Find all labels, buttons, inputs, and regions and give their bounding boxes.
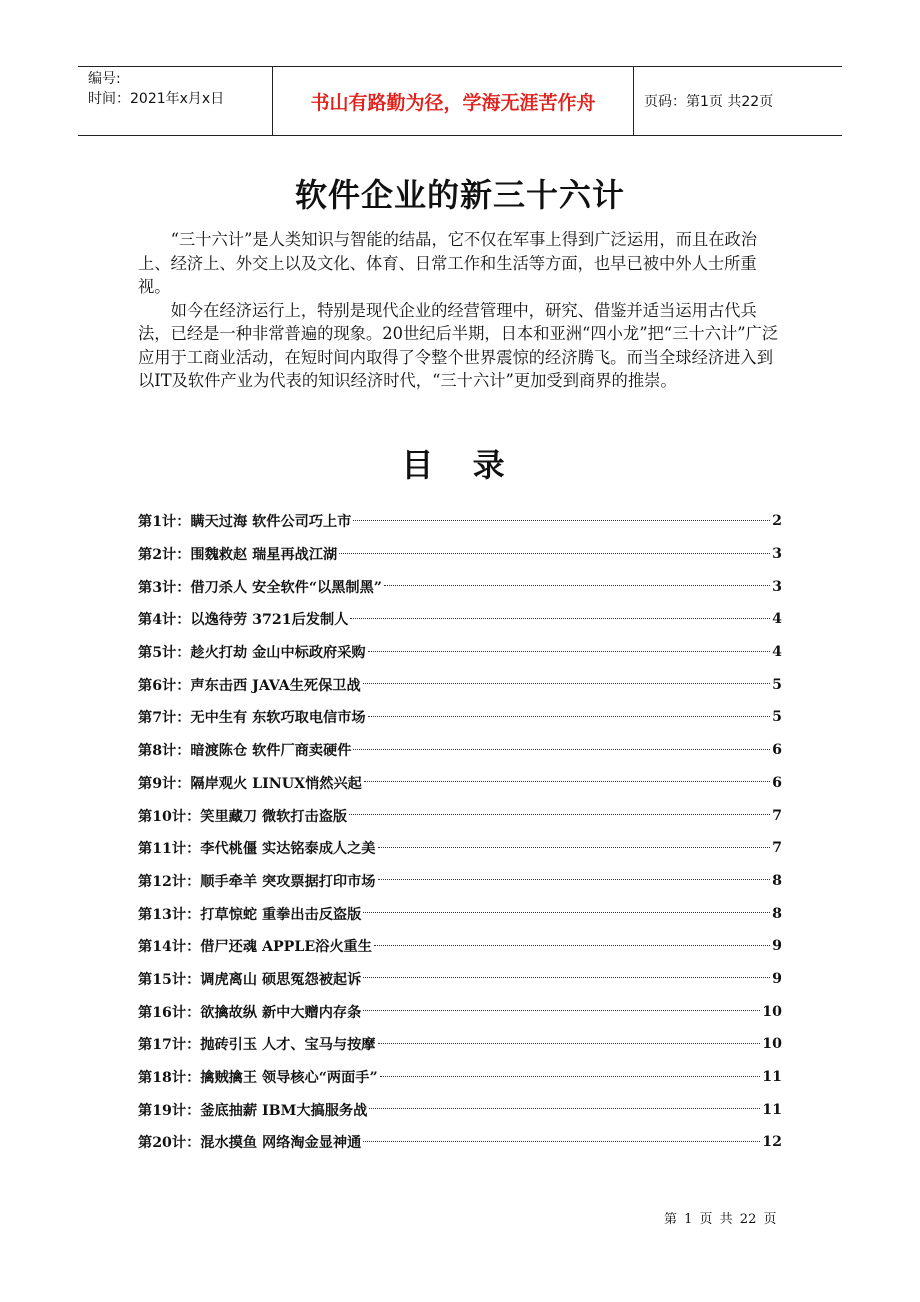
header-motto: 书山有路勤为径，学海无涯苦作舟 <box>272 67 634 135</box>
toc-dot-leader <box>363 1141 760 1142</box>
toc-entry[interactable] <box>138 799 782 832</box>
header-page-label: 页码：第1页 共22页 <box>644 94 774 110</box>
toc-entry-page: 11 <box>762 1069 782 1086</box>
toc-entry-page: 8 <box>772 905 782 922</box>
toc-entry-label: 第11计：李代桃僵 实达铭泰成人之美 <box>138 841 376 858</box>
toc-dot-leader <box>339 553 770 554</box>
toc-dot-leader <box>353 749 770 750</box>
toc-dot-leader <box>378 1043 761 1044</box>
toc-entry-page: 11 <box>762 1101 782 1118</box>
toc-entry-label: 第12计：顺手牵羊 突攻票据打印市场 <box>138 873 376 890</box>
toc-entry[interactable] <box>138 505 782 538</box>
toc-entry-page: 10 <box>762 1003 782 1020</box>
toc-entry-page: 5 <box>772 709 782 726</box>
toc-entry[interactable] <box>138 1126 782 1159</box>
toc-entry-page: 6 <box>772 774 782 791</box>
toc-entry-page: 12 <box>762 1134 782 1151</box>
header-meta <box>78 67 272 135</box>
toc-entry-label: 第8计：暗渡陈仓 软件厂商卖硬件 <box>138 743 352 760</box>
toc-entry-label: 第6计：声东击西 JAVA生死保卫战 <box>138 677 361 694</box>
toc-entry-page: 2 <box>772 513 782 530</box>
page-footer: 第 1 页 共 22 页 <box>664 1212 777 1227</box>
toc-dot-leader <box>363 912 770 913</box>
toc-entry[interactable] <box>138 897 782 930</box>
toc-dot-leader <box>380 1076 761 1077</box>
toc-dot-leader <box>368 716 771 717</box>
toc-entry-label: 第20计：混水摸鱼 网络淘金显神通 <box>138 1135 362 1152</box>
toc-entry[interactable] <box>138 1061 782 1094</box>
toc-entry-label: 第16计：欲擒故纵 新中大赠内存条 <box>138 1004 362 1021</box>
number-label: 编号: <box>88 71 121 87</box>
toc-entry-label: 第7计：无中生有 东软巧取电信市场 <box>138 710 366 727</box>
toc-dot-leader <box>350 618 770 619</box>
intro-paragraph-1: “三十六计”是人类知识与智能的结晶，它不仅在军事上得到广泛运用，而且在政治上、经济上、外交上以及文化、体育、日常工作和生活等方面，也早已被中外人士所重视。 <box>138 230 758 296</box>
document-title: 软件企业的新三十六计 <box>294 176 625 214</box>
toc-entry-page: 9 <box>772 970 782 987</box>
toc-entry-label: 第17计：抛砖引玉 人才、宝马与按摩 <box>138 1037 376 1054</box>
toc-entry-page: 4 <box>772 644 782 661</box>
toc-entry-page: 4 <box>772 611 782 628</box>
toc-dot-leader <box>363 977 770 978</box>
toc-entry-label: 第1计：瞒天过海 软件公司巧上市 <box>138 514 352 531</box>
toc-entry-label: 第15计：调虎离山 硕思冤怨被起诉 <box>138 971 362 988</box>
toc-entry[interactable] <box>138 832 782 865</box>
toc-entry-page: 6 <box>772 742 782 759</box>
toc-entry-page: 3 <box>772 546 782 563</box>
toc-entry[interactable] <box>138 636 782 669</box>
toc-entry[interactable] <box>138 1028 782 1061</box>
toc-entry-label: 第9计：隔岸观火 LINUX悄然兴起 <box>138 775 362 792</box>
intro-text <box>138 228 786 393</box>
toc-entry[interactable] <box>138 963 782 996</box>
toc-entry[interactable] <box>138 930 782 963</box>
toc-entry-page: 7 <box>772 840 782 857</box>
toc-entry[interactable] <box>138 767 782 800</box>
toc-dot-leader <box>369 1108 760 1109</box>
toc-entry[interactable] <box>138 865 782 898</box>
toc-dot-leader <box>384 585 770 586</box>
toc-entry-label: 第4计：以逸待劳 3721后发制人 <box>138 612 349 629</box>
toc-entry-page: 3 <box>772 578 782 595</box>
toc-entry-page: 7 <box>772 807 782 824</box>
table-of-contents <box>138 505 782 1159</box>
toc-entry-page: 5 <box>772 676 782 693</box>
toc-dot-leader <box>374 945 770 946</box>
toc-entry-label: 第14计：借尸还魂 APPLE浴火重生 <box>138 939 372 956</box>
toc-entry[interactable] <box>138 538 782 571</box>
toc-dot-leader <box>363 683 770 684</box>
toc-entry[interactable] <box>138 668 782 701</box>
toc-entry-label: 第3计：借刀杀人 安全软件“以黑制黑” <box>138 579 382 596</box>
toc-entry-label: 第18计：擒贼擒王 领导核心“两面手” <box>138 1070 378 1087</box>
toc-dot-leader <box>368 651 771 652</box>
toc-dot-leader <box>349 814 770 815</box>
intro-paragraph-2: 如今在经济运行上，特别是现代企业的经营管理中，研究、借鉴并适当运用古代兵法，已经是一种非常普遍的现象。20世纪后半期，日本和亚洲“四小龙”把“三十六计”广泛应用于工商业活动，在短时间内取得了令整个世界震惊的经济腾飞。而当全球经济进入到以IT及软件产业为代表的知识经济时代，“三十六计”更加受到商界的推崇。 <box>138 300 779 390</box>
toc-entry-label: 第2计：围魏救赵 瑞星再战江湖 <box>138 547 338 564</box>
toc-entry[interactable] <box>138 603 782 636</box>
toc-entry[interactable] <box>138 995 782 1028</box>
toc-entry[interactable] <box>138 701 782 734</box>
toc-entry-page: 9 <box>772 938 782 955</box>
toc-dot-leader <box>378 847 771 848</box>
toc-entry-page: 10 <box>762 1036 782 1053</box>
toc-dot-leader <box>363 1010 760 1011</box>
toc-entry-label: 第19计：釜底抽薪 IBM大搞服务战 <box>138 1102 368 1119</box>
toc-entry[interactable] <box>138 1093 782 1126</box>
toc-dot-leader <box>378 879 771 880</box>
toc-dot-leader <box>353 520 770 521</box>
toc-heading: 目 录 <box>401 446 519 484</box>
toc-entry[interactable] <box>138 734 782 767</box>
toc-entry-label: 第10计：笑里藏刀 微软打击盗版 <box>138 808 348 825</box>
toc-entry[interactable] <box>138 570 782 603</box>
toc-dot-leader <box>364 781 770 782</box>
toc-entry-label: 第5计：趁火打劫 金山中标政府采购 <box>138 645 366 662</box>
toc-entry-label: 第13计：打草惊蛇 重拳出击反盗版 <box>138 906 362 923</box>
toc-entry-page: 8 <box>772 872 782 889</box>
page-header <box>78 66 842 136</box>
time-label: 时间：2021年x月x日 <box>88 91 225 107</box>
